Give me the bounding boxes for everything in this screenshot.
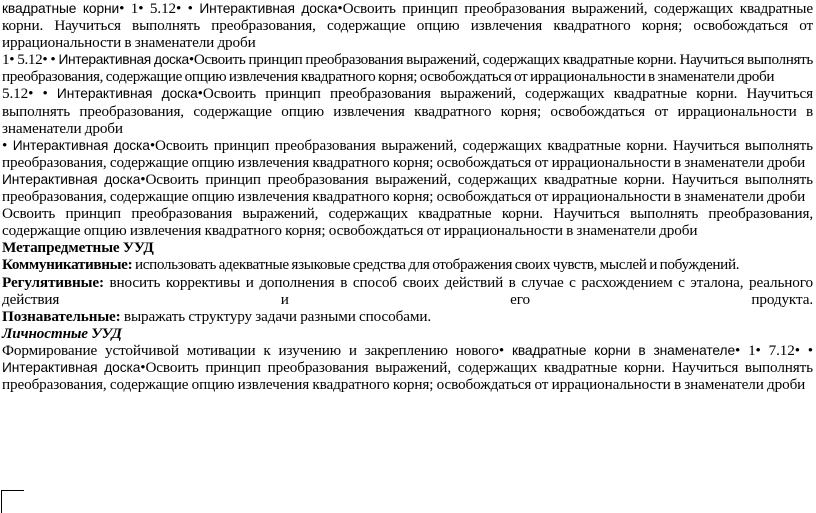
resource-label: Интерактивная доска [58,52,189,68]
bullet-fragment: • [2,136,13,154]
bullet-fragment: • [498,341,512,359]
communicative-text: использовать адекватные языковые средства для отображения своих чувств, мыслей и побуждений. [132,256,740,274]
resource-label: Интерактивная доска [199,1,338,16]
paragraph-5 [0,171,816,205]
paragraph-1 [0,0,816,51]
bullet-fragment: • 1• 7.12• • [735,341,813,359]
meta-heading: Метапредметные УУД [2,239,154,257]
resource-label: Интерактивная доска [12,137,150,153]
regulative-paragraph [0,274,816,308]
cognitive-text: выражать структуру задачи разными способами. [120,307,432,325]
corner-mark [1,490,24,513]
paragraph-4 [0,137,816,171]
objective-text: •Освоить принцип преобразования выражений, содержащих квадратные корни. Научиться выполнять преобразования, содержащие опцию извлечения квадратного корня; освобождаться от иррациональности в знаменатели дроби [2,358,813,394]
regulative-text: вносить коррективы и дополнения в способ своих действий в случае с расхождением с эталона, реального действия и его продукта. [2,273,813,308]
paragraph-3 [0,85,816,136]
objective-text: •Освоить принцип преобразования выражений, содержащих квадратные корни. Научиться выполнять преобразования, содержащие опцию извлечения квадратного корня; освобождаться от иррациональности в знаменатели дроби [2,51,813,86]
paragraph-2 [0,51,816,85]
resource-label: Интерактивная доска [2,171,141,187]
cognitive-label: Познавательные: [2,307,121,325]
paragraph-6 [0,205,816,239]
topic-fragment: квадратные корни в знаменателе [511,342,736,358]
personal-text: Формирование устойчивой мотивации к изучению и закреплению нового [2,341,499,359]
bullet-fragment: 5.12• • [2,85,57,103]
resource-label: Интерактивная доска [56,86,198,102]
objective-text: •Освоить принцип преобразования выражений, содержащих квадратные корни. Научиться выполнять преобразования, содержащие опцию извлечения квадратного корня; освобождаться от иррациональности в знаменатели дроби [2,170,813,206]
objective-text: •Освоить принцип преобразования выражений, содержащих квадратные корни. Научиться выполнять преобразования, содержащие опцию извлечения квадратного корня; освобождаться от иррациональности в знаменатели дроби [2,85,813,137]
communicative-label: Коммуникативные: [2,256,133,274]
objective-text: •Освоить принцип преобразования выражений, содержащих квадратные корни. Научиться выполнять преобразования, содержащие опцию извлечения квадратного корня; освобождаться от иррациональности в знаменатели дроби [2,136,813,171]
objective-text: Освоить принцип преобразования выражений, содержащих квадратные корни. Научиться выполнять преобразования, содержащие опцию извлечения квадратного корня; освобождаться от иррациональности в знаменатели дроби [2,205,813,240]
cognitive-paragraph [0,308,816,325]
bullet-fragment: • 1• 5.12• • [119,0,200,17]
regulative-label: Регулятивные: [2,273,104,291]
personal-paragraph [0,342,816,393]
communicative-paragraph [0,256,816,273]
objective-text: •Освоить принцип преобразования выражений, содержащих квадратные корни. Научиться выполнять преобразования, содержащие опцию извлечения квадратного корня; освобождаться от иррациональности в знаменатели дроби [2,0,814,52]
personal-heading: Личностные УУД [2,324,122,342]
bullet-fragment: 1• 5.12• • [2,51,59,69]
topic-fragment: квадратные корни [2,1,120,16]
resource-label: Интерактивная доска [2,359,141,375]
